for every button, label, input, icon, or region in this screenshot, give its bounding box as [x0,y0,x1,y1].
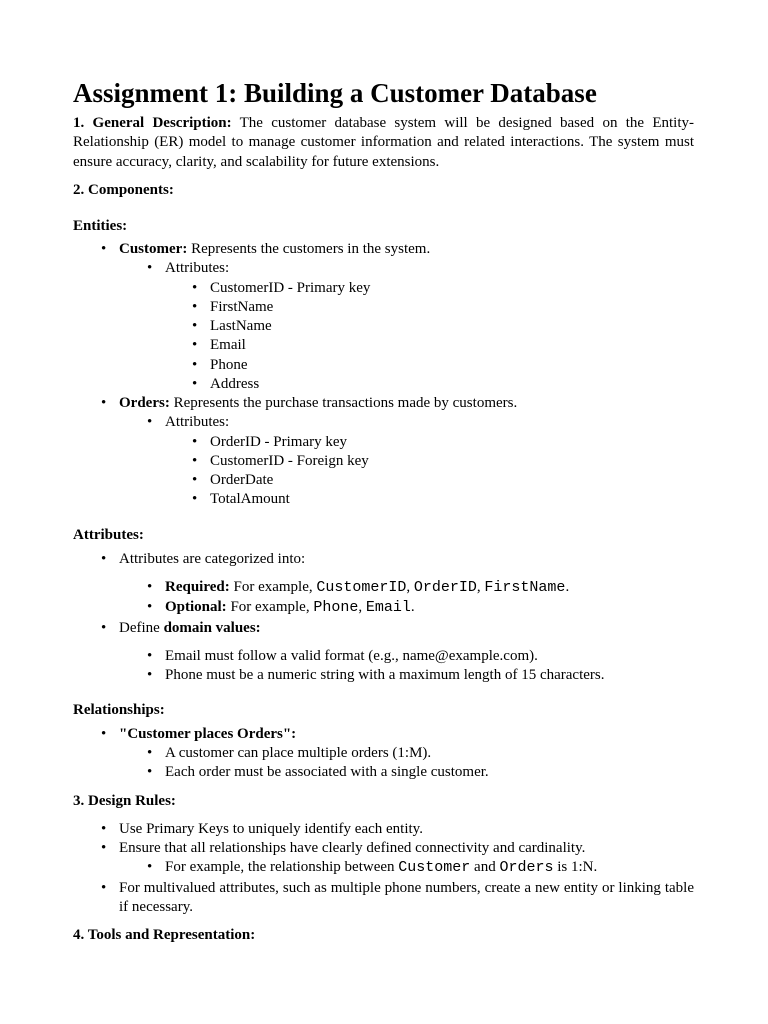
design-rules-heading: 3. Design Rules: [73,793,176,809]
define-bold: domain values: [163,620,261,636]
entity-customer-desc: Represents the customers in the system. [187,241,431,257]
example-pre: For example, the relationship between [165,859,399,875]
orders-attribute: • OrderID - Primary key [210,433,347,452]
optional-pre: For example, [226,599,314,615]
code-phone: Phone [313,599,359,616]
relationships-heading: Relationships: [73,702,165,718]
domain-rule: • Email must follow a valid format (e.g., name@example.com). [165,647,538,666]
entity-customer [119,240,430,259]
code-customer: Customer [398,859,471,876]
code-customerid: CustomerID [316,579,407,596]
define-pre: Define [119,620,164,636]
code-email: Email [365,599,411,616]
entity-orders [119,394,517,413]
attributes-heading: Attributes: [73,527,144,543]
example-mid: and [470,859,500,875]
example-post: is 1:N. [553,859,598,875]
code-firstname: FirstName [484,579,566,596]
entities-heading: Entities: [73,218,128,234]
components-heading: 2. Components: [73,182,174,198]
optional-label: Optional: [165,599,227,615]
optional-attributes: • Optional: For example, Phone, Email. [165,598,415,617]
general-description [73,114,694,172]
code-orders: Orders [499,859,554,876]
relationship-rule: • A customer can place multiple orders (1:M). [165,744,431,763]
entity-orders-label: Orders: [119,395,170,411]
entity-orders-desc: Represents the purchase transactions made by customers. [169,395,518,411]
entity-customer-label: Customer: [119,241,188,257]
domain-rule: • Phone must be a numeric string with a maximum length of 15 characters. [165,666,604,685]
customer-attribute: • Email [210,336,246,355]
relationship-rule: • Each order must be associated with a single customer. [165,763,489,782]
required-attributes: • Required: For example, CustomerID, OrderID, FirstName. [165,578,569,597]
customer-attribute: • Address [210,375,259,394]
customer-attribute: • CustomerID - Primary key [210,279,370,298]
design-rule-example [165,858,597,877]
orders-attribute: • CustomerID - Foreign key [210,452,369,471]
general-description-text: The customer database system will be designed based on the Entity-Relationship (ER) model to manage customer information and related interactions. The system must ensure accuracy, clarity, and scalability for future extensions. [73,115,694,170]
general-description-label: 1. General Description: [73,115,232,131]
attributes-intro: • Attributes are categorized into: [119,550,305,569]
orders-attribute: • TotalAmount [210,490,290,509]
tools-heading: 4. Tools and Representation: [73,927,256,943]
relationship-name-text: "Customer places Orders": [119,726,297,742]
required-pre: For example, [229,579,317,595]
page-title: Assignment 1: Building a Customer Database [73,78,597,108]
required-label: Required: [165,579,230,595]
design-rule: • Use Primary Keys to uniquely identify each entity. [119,820,423,839]
orders-attribute: • OrderDate [210,471,273,490]
code-orderid: OrderID [413,579,477,596]
design-rule: • For multivalued attributes, such as multiple phone numbers, create a new entity or linking table if necessary. [119,879,694,918]
relationship-name [119,725,296,744]
customer-attributes-label: • Attributes: [165,259,229,278]
customer-attribute: • Phone [210,356,248,375]
define-domain-values [119,619,261,638]
customer-attribute: • FirstName [210,298,273,317]
orders-attributes-label: • Attributes: [165,413,229,432]
design-rule: • Ensure that all relationships have clearly defined connectivity and cardinality. [119,839,585,858]
customer-attribute: • LastName [210,317,272,336]
